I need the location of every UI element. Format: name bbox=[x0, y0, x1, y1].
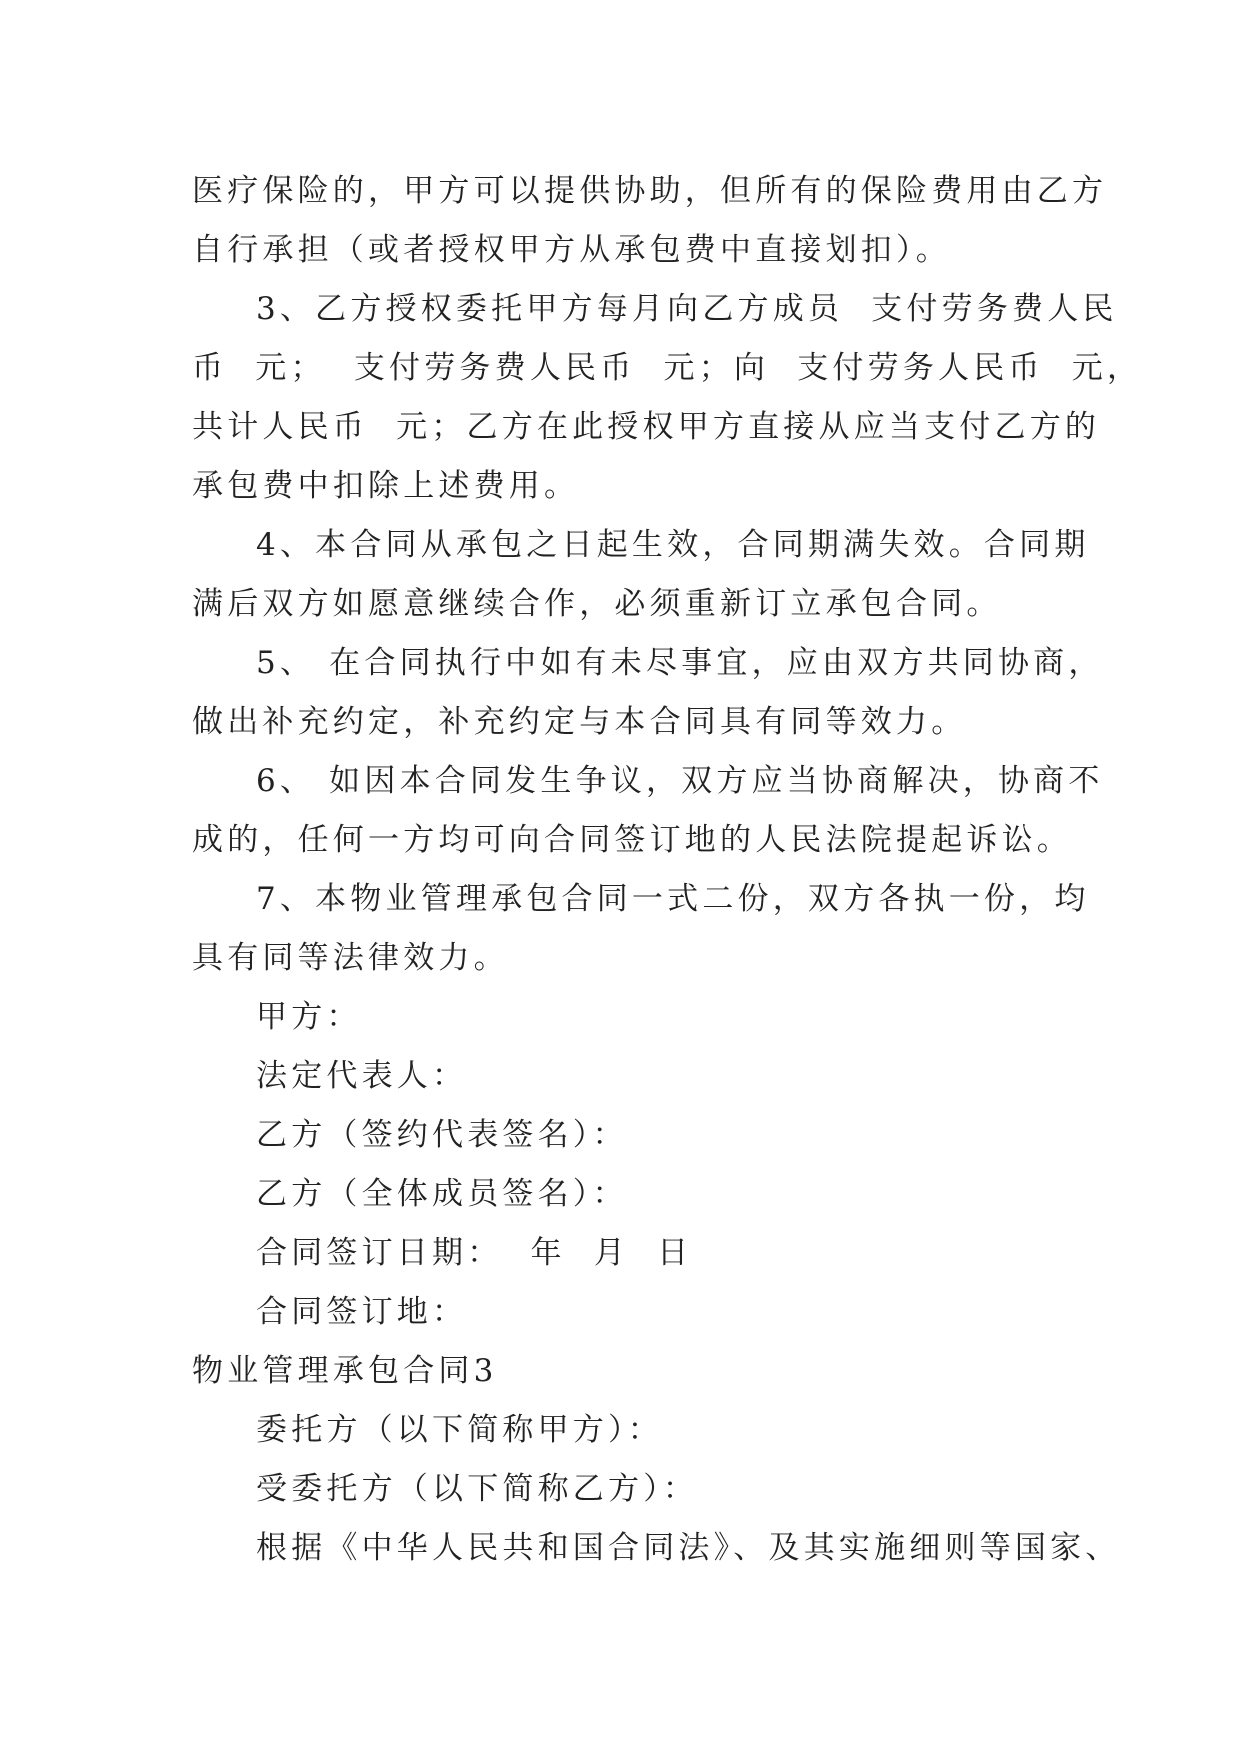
document-body bbox=[192, 162, 1143, 1578]
agent-line: 受委托方（以下简称乙方）： bbox=[256, 1471, 699, 1507]
legal-representative-line: 法定代表人： bbox=[256, 1058, 468, 1094]
clause-7-line: 7、本物业管理承包合同一式二份，双方各执一份，均 bbox=[256, 881, 1090, 917]
clause-6-line: 6、 如因本合同发生争议，双方应当协商解决，协商不 bbox=[256, 763, 1104, 799]
text-line: 共计人民币 元；乙方在此授权甲方直接从应当支付乙方的 bbox=[192, 409, 1101, 445]
party-b-representative-line: 乙方（签约代表签名）： bbox=[256, 1117, 628, 1153]
text-line: 币 元； 支付劳务费人民币 元；向 支付劳务人民币 元， bbox=[192, 350, 1143, 386]
signing-date-line: 合同签订日期： 年 月 日 bbox=[256, 1235, 693, 1271]
party-b-members-line: 乙方（全体成员签名）： bbox=[256, 1176, 628, 1212]
text-line: 具有同等法律效力。 bbox=[192, 940, 509, 976]
party-a-line: 甲方： bbox=[256, 999, 362, 1035]
text-line: 做出补充约定，补充约定与本合同具有同等效力。 bbox=[192, 704, 967, 740]
section-title: 物业管理承包合同3 bbox=[192, 1353, 498, 1389]
clause-5-line: 5、 在合同执行中如有未尽事宜，应由双方共同协商， bbox=[256, 645, 1104, 681]
text-line: 医疗保险的，甲方可以提供协助，但所有的保险费用由乙方 bbox=[192, 173, 1108, 209]
principal-line: 委托方（以下简称甲方）： bbox=[256, 1412, 663, 1448]
clause-3-line: 3、乙方授权委托甲方每月向乙方成员 支付劳务费人民 bbox=[256, 291, 1118, 327]
text-line: 承包费中扣除上述费用。 bbox=[192, 468, 580, 504]
text-line: 满后双方如愿意继续合作，必须重新订立承包合同。 bbox=[192, 586, 1002, 622]
clause-4-line: 4、本合同从承包之日起生效，合同期满失效。合同期 bbox=[256, 527, 1090, 563]
text-line: 自行承担（或者授权甲方从承包费中直接划扣）。 bbox=[192, 232, 951, 268]
signing-place-line: 合同签订地： bbox=[256, 1294, 468, 1330]
basis-line: 根据《中华人民共和国合同法》、及其实施细则等国家、 bbox=[256, 1530, 1121, 1566]
text-line: 成的，任何一方均可向合同签订地的人民法院提起诉讼。 bbox=[192, 822, 1072, 858]
